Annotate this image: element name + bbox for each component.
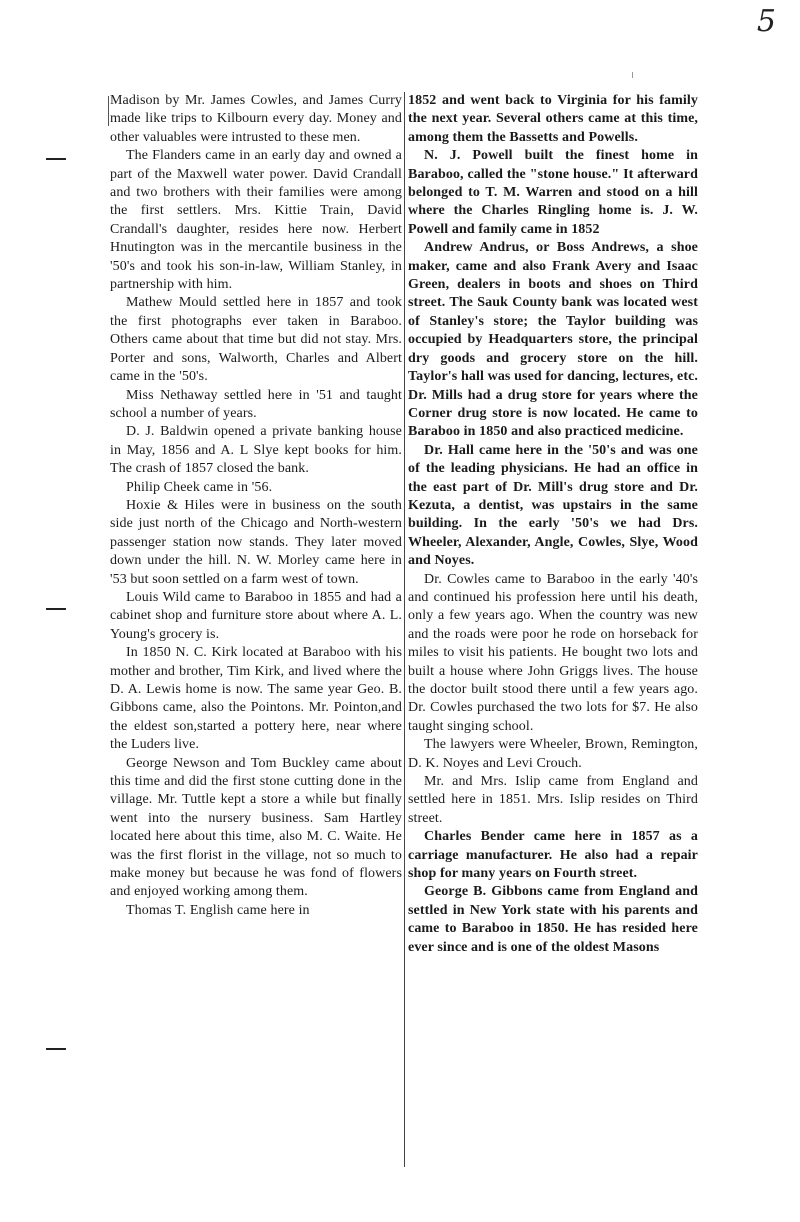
paragraph: Philip Cheek came in '56. <box>126 479 273 495</box>
paragraph: George B. Gibbons came from England and settled in New York state with his parents and came to Baraboo in 1850. He has resided here ever since and is one of the oldest Masons <box>408 884 698 955</box>
paragraph: D. J. Baldwin opened a private banking house in May, 1856 and A. L Slye kept books for him. The crash of 1857 closed the bank. <box>110 424 402 477</box>
paragraph: Madison by Mr. James Cowles, and James Curry made like trips to Kilbourn every day. Money and other valuables were intrusted to these men. <box>110 93 402 145</box>
margin-mark <box>46 158 66 160</box>
paragraph: Louis Wild came to Baraboo in 1855 and had a cabinet shop and furniture store about where A. L. Young's grocery is. <box>110 589 402 642</box>
paragraph: Thomas T. English came here in <box>126 902 310 918</box>
paragraph: Charles Bender came here in 1857 as a carriage manufacturer. He also had a repair shop for many years on Fourth street. <box>408 829 698 882</box>
paragraph: Dr. Hall came here in the '50's and was one of the leading physicians. He had an office in the east part of Dr. Mill's drug store and Dr. Kezuta, a dentist, was upstairs in the same building. In the early '50's we had Drs. Wheeler, Alexander, Angle, Cowles, Slye, Wood and Noyes. <box>408 442 698 569</box>
paragraph: Hoxie & Hiles were in business on the south side just north of the Chicago and North-western passenger station now stands. They later moved down under the hill. N. W. Morley came here in '53 but soon settled on a farm west of town. <box>110 497 402 587</box>
paragraph: Dr. Cowles came to Baraboo in the early '40's and continued his profession here until his death, only a few years ago. When the country was new and the roads were poor he rode on horseback for miles to visit his patients. He bought two lots and built a house where John Griggs lives. The house the doctor built stood there until a few years ago. Dr. Cowles purchased the two lots for $7. He also taught singing school. <box>408 571 698 734</box>
paragraph: Miss Nethaway settled here in '51 and taught school a number of years. <box>110 387 402 421</box>
page-number: 5 <box>756 4 776 39</box>
column-divider <box>404 92 405 1167</box>
right-column <box>408 92 698 957</box>
paragraph: Andrew Andrus, or Boss Andrews, a shoe maker, came and also Frank Avery and Isaac Green, dealers in boots and shoes on Third street. The Sauk County bank was located west of Stanley's store; the Taylor building was occupied by Headquarters store, the principal dry goods and grocery store on the hill. Taylor's hall was used for dancing, lectures, etc. Dr. Mills had a drug store for years where the Corner drug store is now located. He came to Baraboo in 1850 and also practiced medicine. <box>408 240 698 440</box>
margin-mark <box>46 1048 66 1050</box>
scan-mark <box>632 72 633 78</box>
paragraph: Mathew Mould settled here in 1857 and took the first photographs ever taken in Baraboo. Others came about that time but did not stay. Mrs. Porter and sons, Walworth, Charles and Albert came in the '50's. <box>110 295 402 385</box>
margin-mark <box>46 608 66 610</box>
paragraph: The lawyers were Wheeler, Brown, Remington, D. K. Noyes and Levi Crouch. <box>408 737 698 771</box>
paragraph: George Newson and Tom Buckley came about this time and did the first stone cutting done in the village. Mr. Tuttle kept a store a while but finally went into the nursery business. Sam Hartley located here about this time, also M. C. Waite. He was the first florist in the village, not so much to make money but because he was fond of flowers and enjoyed working among them. <box>110 755 402 900</box>
paragraph: 1852 and went back to Virginia for his family the next year. Several others came at this time, among them the Bassetts and Powells. <box>408 93 698 145</box>
paragraph: Mr. and Mrs. Islip came from England and settled here in 1851. Mrs. Islip resides on Third street. <box>408 774 698 826</box>
paragraph: In 1850 N. C. Kirk located at Baraboo with his mother and brother, Tim Kirk, and lived where the D. A. Lewis home is now. The same year Geo. B. Gibbons came, also the Pointons. Mr. Pointon,and the eldest son,started a pottery here, near where the Luders live. <box>110 645 402 753</box>
column-edge-mark <box>108 96 109 126</box>
paragraph: The Flanders came in an early day and owned a part of the Maxwell water power. David Crandall and two brothers with their families were among the first settlers. Mrs. Kittie Train, David Crandall's daughter, resides here now. Herbert Hnutington was in the mercantile business in the '50's and took his son-in-law, William Stanley, in partnership with him. <box>110 148 402 293</box>
paragraph: N. J. Powell built the finest home in Baraboo, called the "stone house." It afterward belonged to T. M. Warren and stood on a hill where the Charles Ringling home is. J. W. Powell and family came in 1852 <box>408 148 698 237</box>
left-column <box>110 92 402 920</box>
